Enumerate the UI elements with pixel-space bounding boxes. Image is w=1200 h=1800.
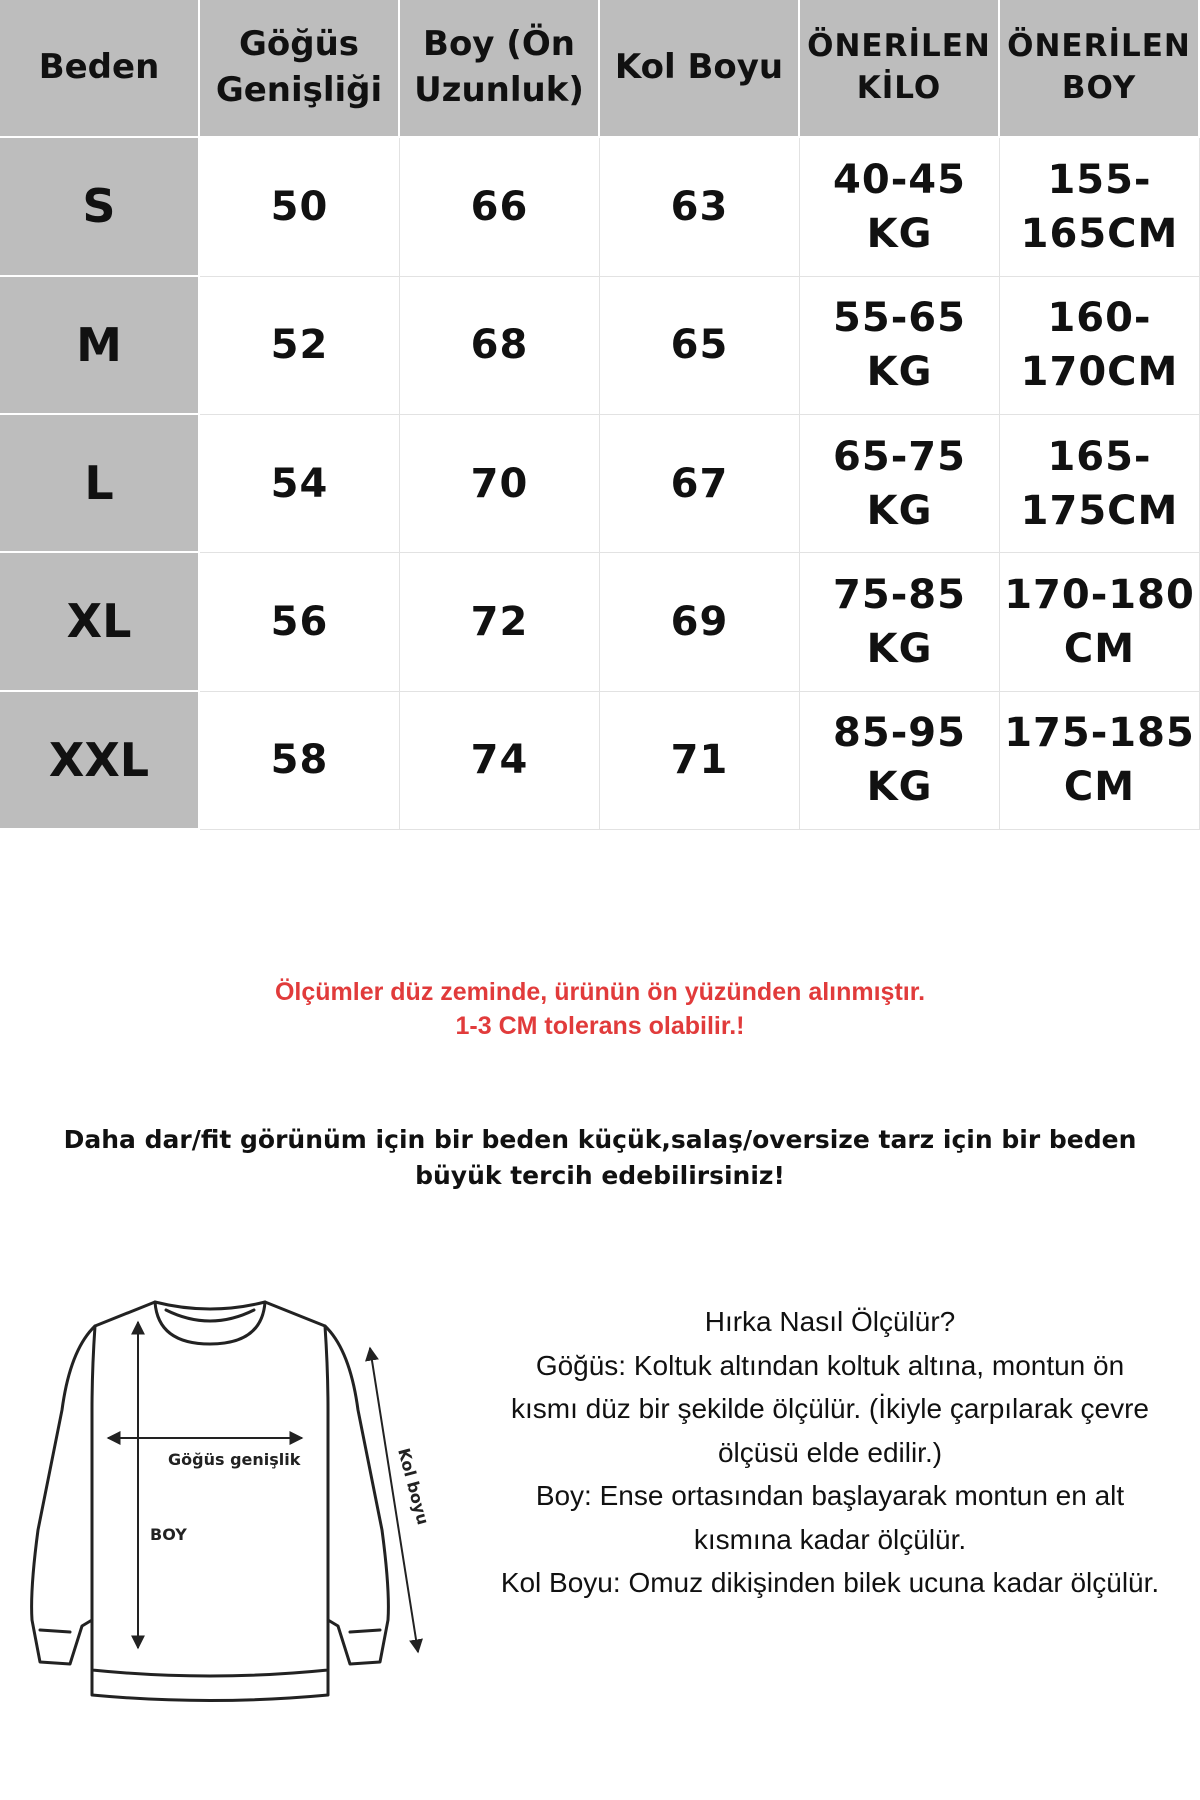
- weight-cell: 55-65 KG: [800, 277, 1000, 415]
- instructions-chest: Göğüs: Koltuk altından koltuk altına, montun ön kısmı düz bir şekilde ölçülür. (İkiyle çarpılarak çevre ölçüsü elde edilir.): [511, 1349, 1149, 1468]
- sleeve-cell: 65: [600, 277, 800, 415]
- chest-cell: 56: [200, 553, 400, 691]
- height-cell: 170-180 CM: [1000, 553, 1200, 691]
- header-size: Beden: [0, 0, 200, 138]
- fit-advice: Daha dar/fit görünüm için bir beden küçük,salaş/oversize tarz için bir beden büyük tercih edebilirsiniz!: [63, 1125, 1137, 1190]
- size-cell: M: [0, 277, 200, 415]
- weight-cell: 85-95 KG: [800, 692, 1000, 830]
- length-cell: 68: [400, 277, 600, 415]
- header-front-length: Boy (Ön Uzunluk): [400, 0, 600, 138]
- size-table: [0, 0, 1200, 830]
- measurement-note-line-2: 1-3 CM tolerans olabilir.!: [455, 1012, 745, 1040]
- sleeve-cell: 69: [600, 553, 800, 691]
- length-label: BOY: [150, 1525, 187, 1544]
- height-cell: 175-185 CM: [1000, 692, 1200, 830]
- size-cell: XL: [0, 553, 200, 691]
- size-cell: S: [0, 138, 200, 276]
- sleeve-length-label: Kol boyu: [394, 1446, 433, 1527]
- length-cell: 72: [400, 553, 600, 691]
- chest-cell: 58: [200, 692, 400, 830]
- length-cell: 70: [400, 415, 600, 553]
- sleeve-cell: 71: [600, 692, 800, 830]
- header-recommended-weight: ÖNERİLEN KİLO: [800, 0, 1000, 138]
- measurement-note-line-1: Ölçümler düz zeminde, ürünün ön yüzünden alınmıştır.: [274, 978, 926, 1006]
- header-recommended-height: ÖNERİLEN BOY: [1000, 0, 1200, 138]
- instructions-sleeve: Kol Boyu: Omuz dikişinden bilek ucuna kadar ölçülür.: [500, 1567, 1160, 1598]
- instructions-title: Hırka Nasıl Ölçülür?: [704, 1306, 956, 1337]
- height-cell: 155- 165CM: [1000, 138, 1200, 276]
- header-chest-width: Göğüs Genişliği: [200, 0, 400, 138]
- chest-width-label: Göğüs genişlik: [168, 1450, 301, 1469]
- chest-cell: 54: [200, 415, 400, 553]
- instructions-length: Boy: Ense ortasından başlayarak montun en alt kısmına kadar ölçülür.: [535, 1480, 1125, 1555]
- length-cell: 74: [400, 692, 600, 830]
- measurement-note: [0, 975, 1200, 1043]
- weight-cell: 75-85 KG: [800, 553, 1000, 691]
- length-cell: 66: [400, 138, 600, 276]
- sleeve-cell: 63: [600, 138, 800, 276]
- sweater-measurement-diagram: [10, 1290, 440, 1710]
- sweater-illustration: [10, 1290, 440, 1710]
- chest-cell: 52: [200, 277, 400, 415]
- chest-cell: 50: [200, 138, 400, 276]
- weight-cell: 40-45 KG: [800, 138, 1000, 276]
- header-sleeve-length: Kol Boyu: [600, 0, 800, 138]
- weight-cell: 65-75 KG: [800, 415, 1000, 553]
- size-cell: L: [0, 415, 200, 553]
- height-cell: 160- 170CM: [1000, 277, 1200, 415]
- sleeve-cell: 67: [600, 415, 800, 553]
- measurement-instructions: [500, 1300, 1160, 1605]
- height-cell: 165- 175CM: [1000, 415, 1200, 553]
- size-cell: XXL: [0, 692, 200, 830]
